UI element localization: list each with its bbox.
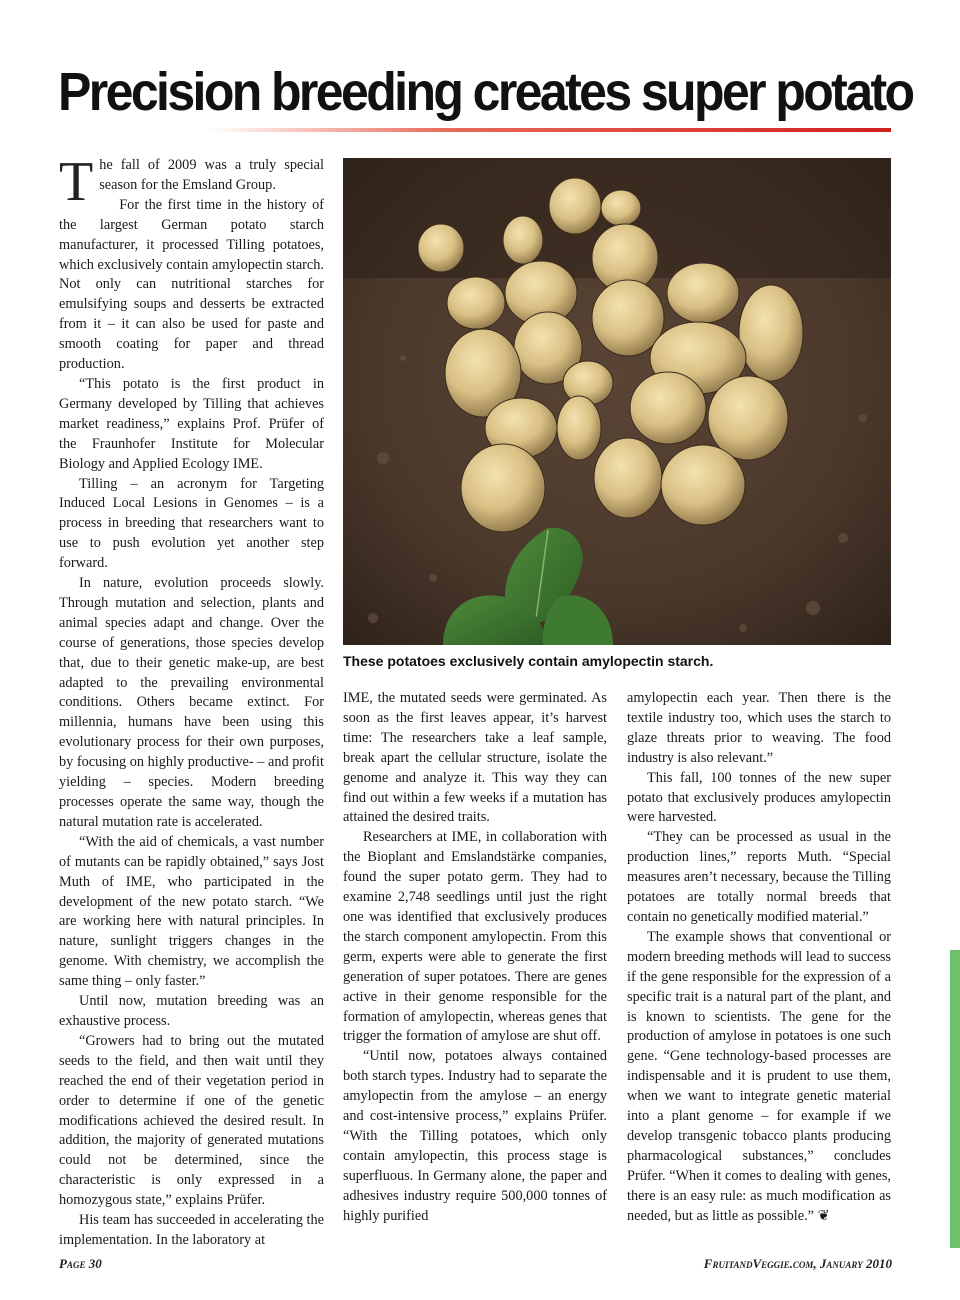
article-paragraph: The fall of 2009 was a truly special season for the Emsland Group. — [59, 151, 324, 213]
article-paragraph: “Until now, potatoes always contained both starch types. Industry had to separate the amylopectin from the amylose – an energy and cost-intensive process,” explains Prüfer. “With the Tilling potatoes, which only contain amylopectin, this process stage is superfluous. In Germany alone, the paper and adhesives industry require 500,000 tonnes of highly purified — [343, 1048, 607, 1224]
article-paragraph: “Growers had to bring out the mutated seeds to the field, and then wait until they reached the end of their vegetation period in order to determine if one of the genetic modifications achieved the desired result. In addition, the majority of generated mutations could not be determined, since the characteristic is only expressed in a homozygous state,” explains Prüfer. — [59, 1032, 324, 1209]
article-paragraph: “They can be processed as usual in the production lines,” reports Muth. “Special measures aren’t necessary, because the Tilling potatoes are totally normal breeds that contain no genetically modified material.” — [627, 829, 891, 925]
potato-photo — [343, 158, 891, 645]
article-paragraph: amylopectin each year. Then there is the textile industry too, which uses the starch to glaze threats prior to weaving. The food industry is also relevant.” — [627, 690, 891, 766]
photo-caption: These potatoes exclusively contain amylopectin starch. — [343, 653, 714, 669]
article-column-3 — [627, 689, 891, 1226]
headline-rule — [208, 128, 891, 132]
article-paragraph: In nature, evolution proceeds slowly. Through mutation and selection, plants and animal species adapt and change. Over the course of generations, those species develop that, due to their genetic make-up, are best adapted to the prevailing environmental conditions. Others became extinct. For millennia, humans have been using this evolutionary process for their own purposes, by focusing on highly productive- – and profit yielding – species. Modern breeding processes operate the same way, though the natural mutation rate is accelerated. — [59, 575, 324, 830]
drop-cap: T — [59, 151, 94, 213]
article-paragraph: Until now, mutation breeding was an exhaustive process. — [59, 993, 324, 1029]
article-paragraph: Tilling – an acronym for Targeting Induced Local Lesions in Genomes – is a process in breeding that researchers want to use to push evolution yet another step forward. — [59, 475, 324, 572]
article-headline: Precision breeding creates super potato — [58, 61, 913, 122]
article-paragraph: “With the aid of chemicals, a vast number of mutants can be rapidly obtained,” says Jost Muth of IME, who participated in the development of the new potato starch. “We are working here with natural principles. In nature, sunlight triggers changes in the genome. With chemistry, we accomplish the same thing – only faster.” — [59, 833, 324, 990]
green-side-bar — [950, 950, 960, 1248]
article-column-1 — [59, 151, 324, 1251]
article-paragraph: For the first time in the history of the largest German potato starch manufacturer, it processed Tilling potatoes, which exclusively contain amylopectin starch. Not only can nutritional starches for emulsifying soups and desserts be extracted from it – it can also be used for paste and smooth coating for paper and thread production. — [59, 196, 324, 373]
publication-credit: FruitandVeggie.com, January 2010 — [703, 1256, 892, 1271]
article-paragraph: His team has succeeded in accelerating the implementation. In the laboratory at — [59, 1212, 324, 1248]
article-paragraph: “This potato is the first product in Germany developed by Tilling that achieves market readiness,” explains Prof. Prüfer of the Fraunhofer Institute for Molecular Biology and Applied Ecology IME. — [59, 375, 324, 472]
article-paragraph: Researchers at IME, in collaboration with the Bioplant and Emslandstärke companies, found the super potato germ. They had to examine 2,748 seedlings until just the right one was identified that exclusively produces the starch component amylopectin. From this germ, experts were able to generate the first generation of super potatoes. There are genes active in their genome responsible for the formation of amylopectin, whereas genes that trigger the formation of amylose are shut off. — [343, 829, 607, 1045]
article-paragraph: IME, the mutated seeds were germinated. As soon as the first leaves appear, it’s harvest time: The researchers take a leaf sample, break apart the cellular structure, isolate the genome and analyze it. This way they can find out within a few weeks if a mutation has attained the desired traits. — [343, 690, 607, 826]
article-paragraph: The example shows that conventional or modern breeding methods will lead to success if the gene responsible for the expression of a specific trait is a natural part of the plant, and is known to scientists. The gene for the production of amylose in potatoes is one such gene. “Gene technology-based processes are indispensable and it is prudent to use them, when we want to integrate genetic material into a plant genome – for example if we develop transgenic tobacco plants producing pharmacological substances,” concludes Prüfer. “When it comes to dealing with genes, there is an easy rule: as much modification as needed, but as little as possible.” ❦ — [627, 928, 891, 1224]
page-number: Page 30 — [59, 1256, 102, 1271]
article-paragraph: This fall, 100 tonnes of the new super potato that exclusively produces amylopectin were harvested. — [627, 769, 891, 826]
article-column-2 — [343, 689, 607, 1226]
